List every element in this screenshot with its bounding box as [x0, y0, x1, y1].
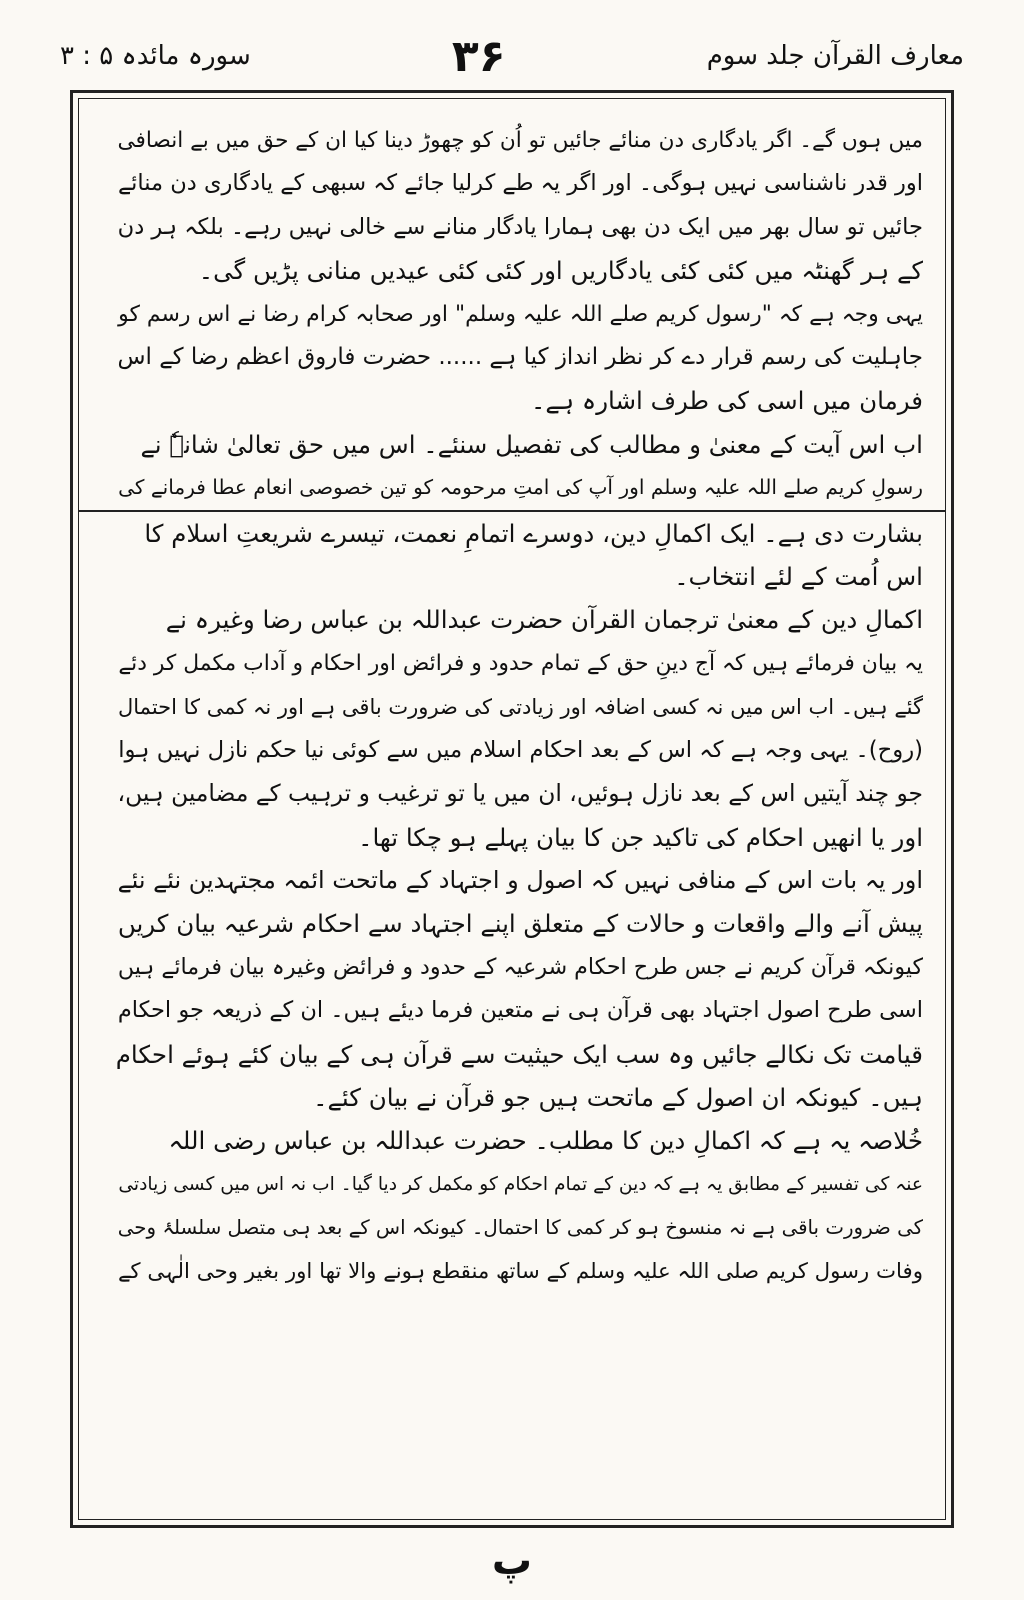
text-line: رسولِ کریم صلے اللہ علیہ وسلم اور آپ کی امتِ مرحومہ کو تین خصوصی انعام عطا فرمانے کی	[118, 475, 923, 500]
text-line: یہ بیان فرمائے ہیں کہ آج دینِ حق کے تمام حدود و فرائض اور احکام و آداب مکمل کر دئے	[118, 650, 923, 676]
text-line: اور یہ بات اس کے منافی نہیں کہ اصول و اجتہاد کے ماتحت ائمہ مجتہدین نئے نئے	[117, 865, 923, 894]
page-border	[70, 90, 954, 1528]
body-text	[101, 119, 923, 1293]
text-line: خُلاصہ یہ ہے کہ اکمالِ دین کا مطلب۔ حضرت عبداللہ بن عباس رضی اللہ	[168, 1126, 923, 1156]
text-line: وفات رسول کریم صلی اللہ علیہ وسلم کے ساتھ منقطع ہونے والا تھا اور بغیر وحی الٰہی کے	[117, 1258, 923, 1284]
page-header	[60, 26, 964, 86]
text-line: میں ہوں گے۔ اگر یادگاری دن منائے جائیں تو اُن کو چھوڑ دینا کیا ان کے حق میں بے انصافی	[117, 128, 923, 153]
text-line: یہی وجہ ہے کہ "رسول کریم صلے اللہ علیہ وسلم" اور صحابہ کرام رضا نے اس رسم کو	[118, 301, 923, 327]
text-line: عنہ کی تفسیر کے مطابق یہ ہے کہ دین کے تمام احکام کو مکمل کر دیا گیا۔ اب نہ اس میں کسی زیادتی	[118, 1173, 923, 1195]
text-line: گئے ہیں۔ اب اس میں نہ کسی اضافہ اور زیادتی کی ضرورت باقی ہے اور نہ کمی کا احتمال	[118, 694, 923, 720]
page-number: ۳۶	[451, 30, 506, 82]
text-line: اور قدر ناشناسی نہیں ہوگی۔ اور اگر یہ طے کرلیا جائے کہ سبھی کے یادگاری دن منائے	[117, 170, 923, 197]
text-line: جاہلیت کی رسم قرار دے کر نظر انداز کیا ہے ...... حضرت فاروق اعظم رضا کے اس	[117, 344, 923, 371]
text-line: اکمالِ دین کے معنیٰ ترجمان القرآن حضرت عبداللہ بن عباس رضا وغیرہ نے	[165, 605, 923, 635]
text-line: جائیں تو سال بھر میں ایک دن بھی ہمارا یادگار منانے سے خالی نہیں رہے۔ بلکہ ہر دن	[117, 213, 923, 240]
text-line: کے ہر گھنٹہ میں کئی کئی یادگاریں اور کئی کئی عیدیں منانی پڑیں گی۔	[198, 256, 923, 286]
surah-reference: سورہ مائدہ ۵ : ۳	[60, 41, 251, 71]
text-line: اب اس آیت کے معنیٰ و مطالب کی تفصیل سنئے۔ اس میں حق تعالیٰ شانہٗ نے	[140, 429, 923, 459]
text-line: اسی طرح اصول اجتہاد بھی قرآن ہی نے متعین فرما دیئے ہیں۔ ان کے ذریعہ جو احکام	[117, 997, 923, 1024]
text-line: پیش آنے والے واقعات و حالات کے متعلق اپنے اجتہاد سے احکام شرعیہ بیان کریں	[117, 909, 923, 939]
text-line: جو چند آیتیں اس کے بعد نازل ہوئیں، ان میں یا تو ترغیب و ترہیب کے مضامین ہیں،	[117, 779, 923, 808]
text-line: اور یا انھیں احکام کی تاکید جن کا بیان پہلے ہو چکا تھا۔	[358, 822, 923, 852]
book-title: معارف القرآن جلد سوم	[706, 41, 964, 71]
text-line: ہیں۔ کیونکہ ان اصول کے ماتحت ہیں جو قرآن نے بیان کئے۔	[313, 1082, 923, 1112]
footer-mark: پ	[491, 1538, 533, 1584]
body-section-1	[101, 119, 923, 510]
text-line: فرمان میں اسی کی طرف اشارہ ہے۔	[530, 386, 923, 416]
text-line: قیامت تک نکالے جائیں وہ سب ایک حیثیت سے قرآن ہی کے بیان کئے ہوئے احکام	[115, 1039, 923, 1069]
body-section-2	[101, 512, 923, 1293]
page-border-inner	[78, 98, 946, 1520]
text-line: اس اُمت کے لئے انتخاب۔	[674, 562, 923, 592]
text-line: کیونکہ قرآن کریم نے جس طرح احکام شرعیہ کے حدود و فرائض وغیرہ بیان فرمائے ہیں	[117, 953, 923, 980]
text-line: کی ضرورت باقی ہے نہ منسوخ ہو کر کمی کا احتمال۔ کیونکہ اس کے بعد ہی متصل سلسلۂ وحی	[117, 1216, 923, 1240]
text-line: (روح)۔ یہی وجہ ہے کہ اس کے بعد احکام اسلام میں سے کوئی نیا حکم نازل نہیں ہوا	[118, 736, 923, 763]
text-line: بشارت دی ہے۔ ایک اکمالِ دین، دوسرے اتمامِ نعمت، تیسرے شریعتِ اسلام کا	[144, 518, 923, 548]
